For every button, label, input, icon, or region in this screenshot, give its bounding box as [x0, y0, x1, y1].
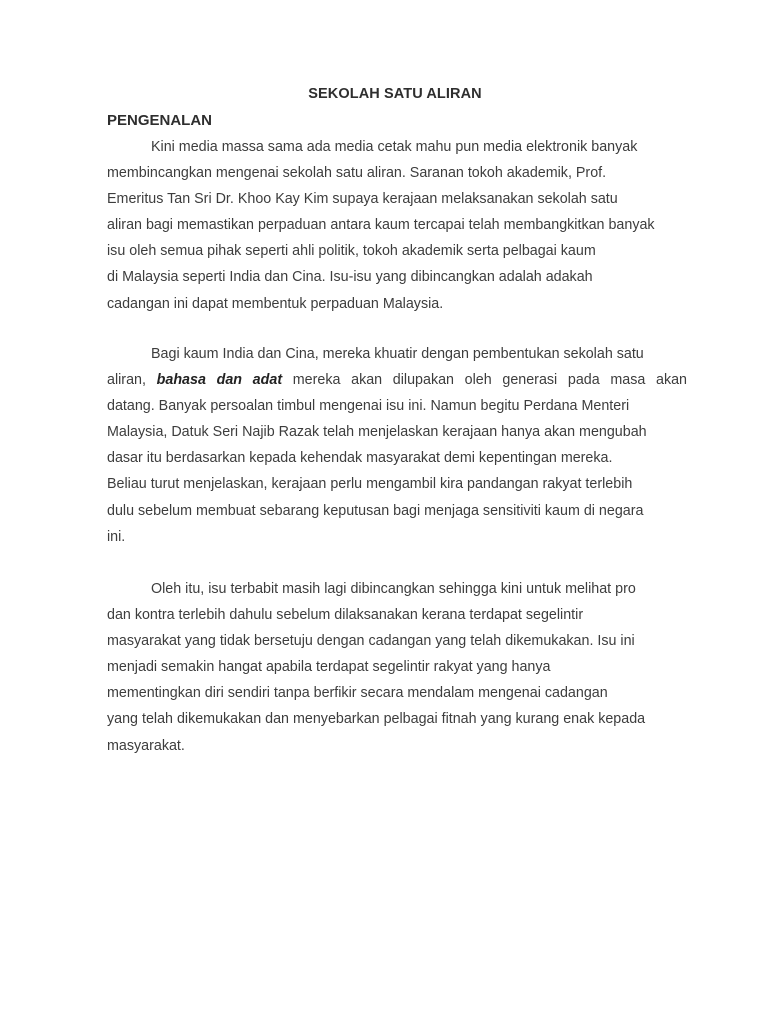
paragraph-line: Bagi kaum India dan Cina, mereka khuatir dengan pembentukan sekolah satu	[151, 346, 644, 362]
paragraph-line: masyarakat yang tidak bersetuju dengan cadangan yang telah dikemukakan. Isu ini	[107, 633, 635, 650]
paragraph-line: Malaysia, Datuk Seri Najib Razak telah menjelaskan kerajaan hanya akan mengubah	[107, 424, 647, 441]
paragraph-line: dan kontra terlebih dahulu sebelum dilaksanakan kerana terdapat segelintir	[107, 607, 584, 624]
line-suffix: mereka akan dilupakan oleh generasi pada masa akan	[292, 372, 688, 389]
paragraph-line: datang. Banyak persoalan timbul mengenai isu ini. Namun begitu Perdana Menteri	[107, 398, 630, 415]
document-title: SEKOLAH SATU ALIRAN	[308, 86, 482, 102]
paragraph-line: Emeritus Tan Sri Dr. Khoo Kay Kim supaya kerajaan melaksanakan sekolah satu	[107, 191, 618, 208]
paragraph-2	[107, 341, 687, 550]
paragraph-3	[107, 576, 687, 759]
paragraph-line: yang telah dikemukakan dan menyebarkan pelbagai fitnah yang kurang enak kepada	[107, 711, 646, 728]
section-heading: PENGENALAN	[107, 112, 213, 129]
paragraph-line: di Malaysia seperti India dan Cina. Isu-isu yang dibincangkan adalah adakah	[107, 269, 593, 286]
paragraph-line: Beliau turut menjelaskan, kerajaan perlu mengambil kira pandangan rakyat terlebih	[107, 476, 633, 493]
paragraph-line: aliran bagi memastikan perpaduan antara kaum tercapai telah membangkitkan banyak	[107, 217, 655, 234]
paragraph-line: Kini media massa sama ada media cetak mahu pun media elektronik banyak	[151, 139, 638, 155]
paragraph-line: Oleh itu, isu terbabit masih lagi dibincangkan sehingga kini untuk melihat pro	[151, 581, 636, 597]
paragraph-line: dasar itu berdasarkan kepada kehendak masyarakat demi kepentingan mereka.	[107, 450, 613, 467]
paragraph-line-emphasis	[107, 367, 687, 393]
paragraph-line: dulu sebelum membuat sebarang keputusan bagi menjaga sensitiviti kaum di negara	[107, 502, 644, 519]
paragraph-line: cadangan ini dapat membentuk perpaduan Malaysia.	[107, 295, 444, 312]
paragraph-line: membincangkan mengenai sekolah satu aliran. Saranan tokoh akademik, Prof.	[107, 165, 607, 182]
paragraph-line: menjadi semakin hangat apabila terdapat segelintir rakyat yang hanya	[107, 659, 551, 676]
paragraph-line: mementingkan diri sendiri tanpa berfikir secara mendalam mengenai cadangan	[107, 685, 608, 702]
paragraph-1	[107, 134, 687, 317]
emphasized-phrase: bahasa dan adat	[156, 372, 283, 389]
paragraph-line: masyarakat.	[107, 737, 185, 754]
line-prefix: aliran,	[107, 372, 146, 389]
paragraph-line: ini.	[107, 528, 126, 545]
paragraph-line: isu oleh semua pihak seperti ahli politik, tokoh akademik serta pelbagai kaum	[107, 243, 596, 260]
